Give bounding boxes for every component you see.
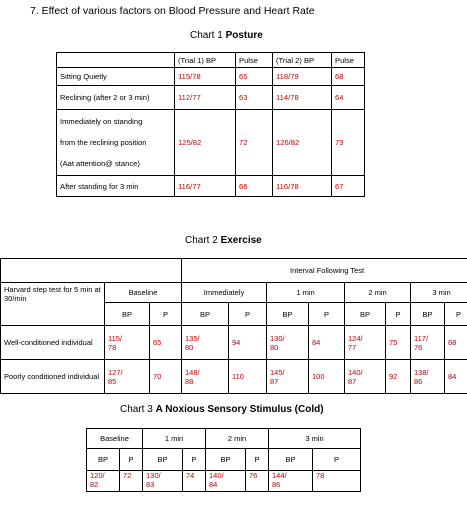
chart2-bp-header: BP (267, 303, 309, 326)
chart1-value-cell: 112/77 (175, 86, 236, 110)
chart2-value-cell (309, 360, 345, 394)
chart2-value-part: 135/ (185, 333, 200, 343)
chart3-value-part: 76 (249, 471, 258, 480)
chart2-bp-header: BP (105, 303, 150, 326)
chart2-value-cell (445, 326, 467, 360)
chart1-row-label (57, 176, 175, 197)
chart3-group-row (87, 429, 361, 449)
chart3-value-part: 72 (123, 471, 132, 480)
chart1-row-label (57, 86, 175, 110)
chart2-value-cell (345, 360, 386, 394)
chart2-value-cell (150, 360, 182, 394)
chart1-value-cell: 115/78 (175, 68, 236, 86)
chart1-value-cell: 64 (332, 86, 365, 110)
chart2-value-part: 87 (348, 376, 357, 386)
chart2-group-header: 1 min (267, 283, 345, 303)
chart1-value-cell: 73 (332, 110, 365, 176)
chart2-value-part: 87 (270, 376, 279, 386)
chart2-table (0, 258, 467, 394)
chart1-row (57, 110, 365, 176)
chart2-value-cell (229, 326, 267, 360)
chart3-value-part: 74 (186, 471, 195, 480)
chart2-title (185, 235, 262, 246)
chart3-p-header: P (183, 449, 206, 471)
chart2-p-header: P (309, 303, 345, 326)
chart2-value-cell (386, 326, 411, 360)
chart2-value-part: 68 (448, 338, 457, 347)
chart2-value-part: 78 (108, 342, 117, 352)
chart3-group-header: 1 min (143, 429, 206, 449)
chart2-value-part: 80 (185, 342, 194, 352)
chart1-row-label-line: from the reclining position (60, 138, 147, 147)
chart2-group-header: Baseline (105, 283, 182, 303)
chart1-title (190, 30, 263, 41)
chart2-group-header: 2 min (345, 283, 411, 303)
chart1-row-label-line: After standing for 3 min (60, 181, 139, 191)
chart3-group-header: Baseline (87, 429, 143, 449)
chart2-value-cell (411, 326, 445, 360)
chart2-value-part: 88 (185, 376, 194, 386)
chart1-value-cell: 114/78 (273, 86, 332, 110)
chart2-group-header: Immediately (182, 283, 267, 303)
chart2-value-cell (105, 326, 150, 360)
chart3-value-part: 86 (272, 480, 281, 489)
chart2-value-cell (411, 360, 445, 394)
chart1-header-cell: (Trial 1) BP (175, 53, 236, 68)
chart3-group-header: 2 min (206, 429, 269, 449)
chart1-value-cell: 68 (332, 68, 365, 86)
chart3-value-cell (206, 471, 246, 492)
chart2-value-part: 130/ (270, 333, 285, 343)
chart3-table (86, 428, 361, 492)
chart3-value-part: 144/ (272, 471, 287, 480)
chart1-row (57, 68, 365, 86)
chart1-title-prefix: Chart 1 (190, 30, 226, 41)
chart3-title (120, 404, 324, 415)
chart2-p-header: P (150, 303, 182, 326)
chart1-value-cell: 126/82 (273, 110, 332, 176)
chart2-row (1, 326, 467, 360)
chart1-value-cell: 116/78 (273, 176, 332, 197)
chart3-value-cell (269, 471, 313, 492)
chart3-value-cell (87, 471, 120, 492)
chart2-value-part: 117/ (414, 333, 429, 343)
chart2-value-part: 80 (270, 342, 279, 352)
chart1-row (57, 176, 365, 197)
chart2-value-part: 94 (232, 338, 241, 347)
chart3-title-bold: A Noxious Sensory Stimulus (Cold) (155, 404, 324, 415)
chart1-row-label-line: (Aat attention@ stance) (60, 159, 140, 168)
chart2-interval-row (1, 259, 467, 283)
chart2-value-cell (386, 360, 411, 394)
chart3-value-part: 120/ (90, 471, 105, 480)
chart2-group-row (1, 283, 467, 303)
chart2-row-label: Well-conditioned individual (1, 326, 105, 360)
chart3-subheader-row (87, 449, 361, 471)
chart3-value-part: 82 (90, 480, 99, 489)
chart1-header-row (57, 53, 365, 68)
chart2-value-part: 65 (153, 338, 162, 347)
chart2-title-prefix: Chart 2 (185, 235, 221, 246)
chart2-p-header: P (445, 303, 467, 326)
chart3-title-prefix: Chart 3 (120, 404, 156, 415)
chart2-title-bold: Exercise (220, 235, 262, 246)
chart3-value-part: 78 (316, 471, 325, 480)
chart2-value-cell (150, 326, 182, 360)
page-heading: 7. Effect of various factors on Blood Pressure and Heart Rate (30, 5, 315, 17)
chart2-value-cell (105, 360, 150, 394)
chart2-value-part: 127/ (108, 367, 123, 377)
chart3-value-part: 140/ (209, 471, 224, 480)
chart2-interval-header: Interval Following Test (182, 259, 467, 283)
chart3-p-header: P (313, 449, 361, 471)
chart2-group-header: 3 min (411, 283, 467, 303)
chart2-value-part: 124/ (348, 333, 363, 343)
chart3-value-cell (183, 471, 206, 492)
chart3-value-cell (313, 471, 361, 492)
chart1-value-cell: 63 (236, 86, 273, 110)
chart2-value-cell (229, 360, 267, 394)
chart2-value-part: 84 (312, 338, 321, 347)
chart2-value-part: 86 (414, 376, 423, 386)
chart3-p-header: P (246, 449, 269, 471)
chart3-value-cell (143, 471, 183, 492)
chart3-p-header: P (120, 449, 143, 471)
chart1-header-cell: Pulse (332, 53, 365, 68)
chart1-row-label-line: Reclining (after 2 or 3 min) (60, 93, 150, 102)
chart2-value-cell (182, 326, 229, 360)
chart1-value-cell: 72 (236, 110, 273, 176)
chart2-bp-header: BP (411, 303, 445, 326)
chart2-value-cell (267, 360, 309, 394)
chart2-value-part: 85 (108, 376, 117, 386)
chart2-value-part: 77 (348, 342, 357, 352)
chart1-header-cell: (Trial 2) BP (273, 53, 332, 68)
chart2-test-label: Harvard step test for 5 min at 30/min (1, 283, 105, 326)
chart1-table (56, 52, 365, 197)
chart2-value-part: 76 (414, 342, 423, 352)
chart1-title-bold: Posture (225, 30, 263, 41)
chart1-header-cell (57, 53, 175, 68)
chart3-value-part: 130/ (146, 471, 161, 480)
chart2-value-part: 138/ (414, 367, 429, 377)
chart2-value-cell (445, 360, 467, 394)
chart1-row-label-line: Immediately on standing (60, 117, 143, 126)
chart3-value-cell (120, 471, 143, 492)
chart3-bp-header: BP (143, 449, 183, 471)
chart1-value-cell: 66 (236, 176, 273, 197)
chart3-value-cell (246, 471, 269, 492)
chart2-value-cell (345, 326, 386, 360)
chart2-value-part: 92 (389, 372, 398, 381)
chart2-value-part: 148/ (185, 367, 200, 377)
chart2-value-part: 75 (389, 338, 398, 347)
chart3-value-row (87, 471, 361, 492)
chart1-value-cell: 116/77 (175, 176, 236, 197)
chart2-value-part: 140/ (348, 367, 363, 377)
chart1-value-cell: 125/82 (175, 110, 236, 176)
chart2-row-label: Poorly conditioned individual (1, 360, 105, 394)
chart3-value-part: 84 (209, 480, 218, 489)
chart3-bp-header: BP (206, 449, 246, 471)
chart1-value-cell: 67 (332, 176, 365, 197)
chart1-value-cell: 65 (236, 68, 273, 86)
chart2-row (1, 360, 467, 394)
chart1-row (57, 86, 365, 110)
chart2-value-cell (267, 326, 309, 360)
chart2-value-part: 100 (312, 372, 325, 381)
chart2-p-header: P (229, 303, 267, 326)
chart3-group-header: 3 min (269, 429, 361, 449)
chart3-bp-header: BP (269, 449, 313, 471)
chart2-value-part: 70 (153, 372, 162, 381)
chart2-value-part: 84 (448, 372, 457, 381)
chart2-value-part: 115/ (108, 333, 123, 343)
chart2-value-part: 145/ (270, 367, 285, 377)
chart2-bp-header: BP (182, 303, 229, 326)
chart3-value-part: 83 (146, 480, 155, 489)
chart1-header-cell: Pulse (236, 53, 273, 68)
chart2-value-cell (309, 326, 345, 360)
chart2-bp-header: BP (345, 303, 386, 326)
chart2-value-part: 110 (232, 372, 244, 381)
chart3-bp-header: BP (87, 449, 120, 471)
chart1-value-cell: 118/79 (273, 68, 332, 86)
chart2-corner-cell (1, 259, 182, 283)
chart2-value-cell (182, 360, 229, 394)
chart1-row-label (57, 110, 175, 176)
chart2-p-header: P (386, 303, 411, 326)
chart1-row-label (57, 68, 175, 86)
chart1-row-label-line: Sitting Quietly (60, 72, 107, 81)
